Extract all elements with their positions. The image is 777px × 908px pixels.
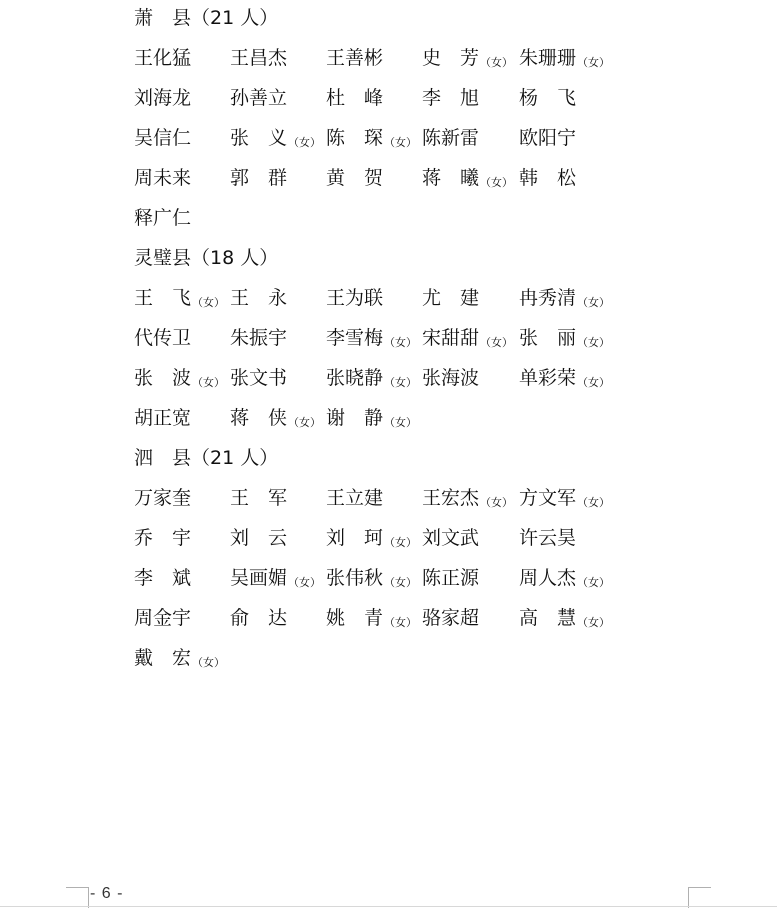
person-entry (326, 358, 417, 403)
person-name: 尤 建 (422, 287, 480, 309)
person-name: 释广仁 (134, 207, 192, 229)
female-marker: （女） (288, 416, 322, 429)
person-name: 周未来 (134, 167, 192, 189)
person-name: 朱振宇 (230, 327, 288, 349)
person-entry (134, 38, 191, 78)
person-name: 方文军 (519, 487, 577, 509)
person-name: 吴信仁 (134, 127, 192, 149)
female-marker: （女） (384, 616, 418, 629)
person-entry (134, 278, 225, 323)
person-entry (422, 158, 513, 203)
female-marker: （女） (577, 56, 611, 69)
person-entry (422, 518, 479, 558)
person-name: 李 斌 (134, 567, 192, 589)
person-entry (519, 598, 610, 643)
person-entry (230, 318, 287, 358)
person-entry (230, 558, 321, 603)
person-entry (519, 118, 576, 158)
person-name: 孙善立 (230, 87, 288, 109)
person-entry (326, 318, 417, 363)
person-name: 乔 宇 (134, 527, 192, 549)
person-entry (326, 558, 417, 603)
person-entry (422, 318, 513, 363)
person-name: 冉秀清 (519, 287, 577, 309)
person-name: 代传卫 (134, 327, 192, 349)
person-name: 王善彬 (326, 47, 384, 69)
person-entry (519, 38, 610, 83)
person-entry (230, 118, 321, 163)
person-entry (134, 198, 191, 238)
female-marker: （女） (288, 136, 322, 149)
page-corner-mark-right (688, 887, 711, 908)
person-name: 王为联 (326, 287, 384, 309)
person-entry (519, 358, 610, 403)
female-marker: （女） (384, 576, 418, 589)
female-marker: （女） (577, 496, 611, 509)
person-entry (134, 518, 191, 558)
person-entry (422, 598, 479, 638)
person-name: 陈 琛 (326, 127, 384, 149)
person-entry (134, 358, 225, 403)
person-entry (422, 278, 479, 318)
person-name: 骆家超 (422, 607, 480, 629)
person-name: 张 义 (230, 127, 288, 149)
person-name: 宋甜甜 (422, 327, 480, 349)
person-name: 张 丽 (519, 327, 577, 349)
female-marker: （女） (384, 536, 418, 549)
person-entry (326, 478, 383, 518)
person-name: 俞 达 (230, 607, 288, 629)
person-name: 张文书 (230, 367, 288, 389)
female-marker: （女） (577, 616, 611, 629)
person-name: 王宏杰 (422, 487, 480, 509)
female-marker: （女） (480, 176, 514, 189)
person-name: 胡正宽 (134, 407, 192, 429)
female-marker: （女） (577, 296, 611, 309)
person-name: 万家奎 (134, 487, 192, 509)
person-entry (326, 598, 417, 643)
female-marker: （女） (480, 336, 514, 349)
person-entry (519, 558, 610, 603)
person-entry (519, 78, 576, 118)
person-name: 陈新雷 (422, 127, 480, 149)
person-name: 吴画媚 (230, 567, 288, 589)
person-name: 许云昊 (519, 527, 577, 549)
person-name: 张海波 (422, 367, 480, 389)
female-marker: （女） (288, 576, 322, 589)
female-marker: （女） (192, 376, 226, 389)
section-heading: 萧 县（21 人） (134, 7, 279, 29)
person-name: 王 军 (230, 487, 288, 509)
female-marker: （女） (384, 336, 418, 349)
person-entry (134, 558, 191, 598)
person-entry (134, 118, 191, 158)
person-name: 刘文武 (422, 527, 480, 549)
female-marker: （女） (384, 416, 418, 429)
female-marker: （女） (480, 496, 514, 509)
person-entry (134, 158, 191, 198)
person-entry (230, 398, 321, 443)
person-entry (230, 78, 287, 118)
person-entry (134, 78, 191, 118)
person-entry (326, 78, 383, 118)
person-entry (422, 38, 513, 83)
person-name: 王 永 (230, 287, 288, 309)
person-name: 谢 静 (326, 407, 384, 429)
person-name: 张晓静 (326, 367, 384, 389)
person-name: 史 芳 (422, 47, 480, 69)
person-entry (326, 398, 417, 443)
person-entry (519, 518, 576, 558)
person-entry (326, 278, 383, 318)
section-heading: 泗 县（21 人） (134, 447, 279, 469)
person-entry (230, 158, 287, 198)
person-entry (422, 558, 479, 598)
person-name: 单彩荣 (519, 367, 577, 389)
female-marker: （女） (577, 376, 611, 389)
person-entry (230, 358, 287, 398)
section-heading: 灵璧县（18 人） (134, 247, 279, 269)
person-name: 张 波 (134, 367, 192, 389)
person-name: 刘 珂 (326, 527, 384, 549)
person-name: 蒋 曦 (422, 167, 480, 189)
page-number: - 6 - (90, 885, 124, 902)
person-name: 欧阳宁 (519, 127, 577, 149)
person-name: 陈正源 (422, 567, 480, 589)
person-entry (326, 518, 417, 563)
person-name: 韩 松 (519, 167, 577, 189)
person-entry (326, 38, 383, 78)
person-name: 杜 峰 (326, 87, 384, 109)
female-marker: （女） (384, 136, 418, 149)
person-entry (134, 638, 225, 683)
person-name: 刘 云 (230, 527, 288, 549)
person-name: 周金宇 (134, 607, 192, 629)
person-name: 李 旭 (422, 87, 480, 109)
female-marker: （女） (480, 56, 514, 69)
person-entry (134, 478, 191, 518)
person-entry (230, 518, 287, 558)
person-entry (519, 158, 576, 198)
person-name: 王 飞 (134, 287, 192, 309)
person-entry (422, 478, 513, 523)
person-name: 姚 青 (326, 607, 384, 629)
person-name: 黄 贺 (326, 167, 384, 189)
person-name: 王立建 (326, 487, 384, 509)
person-entry (422, 118, 479, 158)
person-name: 高 慧 (519, 607, 577, 629)
female-marker: （女） (192, 296, 226, 309)
person-entry (519, 318, 610, 363)
person-name: 戴 宏 (134, 647, 192, 669)
person-entry (230, 278, 287, 318)
person-entry (326, 118, 417, 163)
person-entry (326, 158, 383, 198)
person-entry (230, 598, 287, 638)
person-name: 王昌杰 (230, 47, 288, 69)
person-name: 杨 飞 (519, 87, 577, 109)
person-name: 蒋 侠 (230, 407, 288, 429)
person-name: 李雪梅 (326, 327, 384, 349)
person-entry (519, 478, 610, 523)
person-name: 郭 群 (230, 167, 288, 189)
person-entry (422, 358, 479, 398)
person-name: 朱珊珊 (519, 47, 577, 69)
person-name: 周人杰 (519, 567, 577, 589)
female-marker: （女） (192, 656, 226, 669)
person-entry (230, 478, 287, 518)
person-name: 张伟秋 (326, 567, 384, 589)
female-marker: （女） (384, 376, 418, 389)
person-entry (134, 398, 191, 438)
female-marker: （女） (577, 336, 611, 349)
person-entry (422, 78, 479, 118)
person-name: 刘海龙 (134, 87, 192, 109)
person-entry (519, 278, 610, 323)
person-entry (134, 598, 191, 638)
female-marker: （女） (577, 576, 611, 589)
page-corner-mark-left (66, 887, 89, 908)
person-entry (230, 38, 287, 78)
person-entry (134, 318, 191, 358)
person-name: 王化猛 (134, 47, 192, 69)
